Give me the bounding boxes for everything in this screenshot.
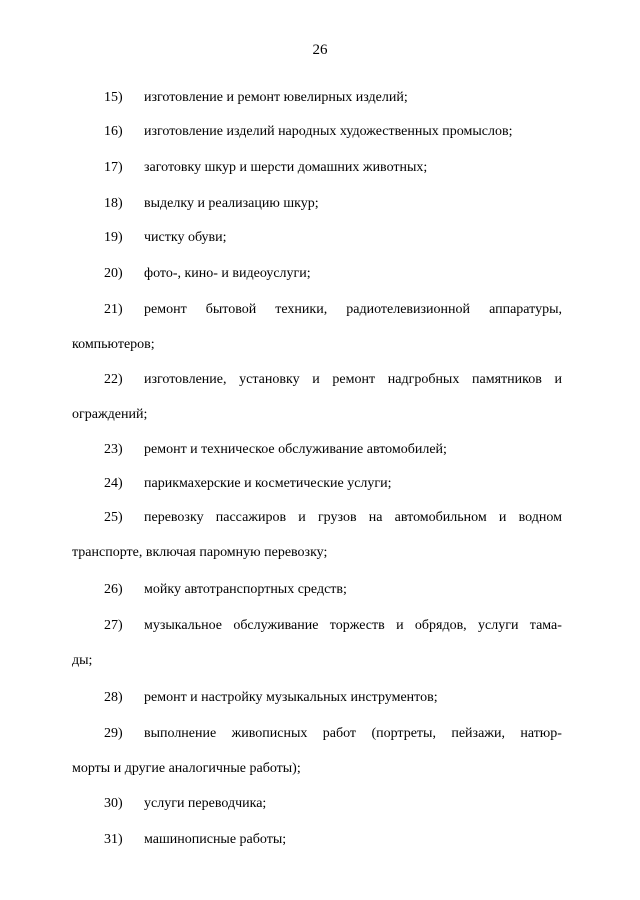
list-item-number: 24) xyxy=(104,476,123,491)
list-item-text xyxy=(144,716,562,751)
list-item-word: памятников xyxy=(472,372,542,387)
list-item xyxy=(72,716,562,786)
list-item-text: изготовление и ремонт ювелирных изделий; xyxy=(144,90,408,105)
list-item-text: выделку и реализацию шкур; xyxy=(144,196,319,211)
list-item-text: машинописные работы; xyxy=(144,832,287,847)
list-item-word: на xyxy=(368,510,383,525)
list-item-continuation: транспорте, включая паромную перевозку; xyxy=(72,545,328,560)
list-item-word: автомобильном xyxy=(394,510,487,525)
list-item xyxy=(72,432,562,467)
list-item-word: работ xyxy=(322,726,357,741)
list-item-word: и xyxy=(298,510,306,525)
list-item-word: изготовление, xyxy=(144,372,227,387)
list-item xyxy=(72,220,562,255)
list-item-word: (портреты, xyxy=(371,726,436,741)
list-item xyxy=(72,186,562,221)
page-number: 26 xyxy=(312,42,328,58)
list-item-text: мойку автотранспортных средств; xyxy=(144,582,347,597)
list-item-text: ремонт и настройку музыкальных инструментов; xyxy=(144,690,438,705)
list-item-number: 31) xyxy=(104,832,123,847)
list-item-word: услуги xyxy=(478,618,519,633)
list-item-text: фото-, кино- и видеоуслуги; xyxy=(144,266,311,281)
list-item-text: чистку обуви; xyxy=(144,230,227,245)
list-item-word: установку xyxy=(239,372,300,387)
list-item-word: и xyxy=(396,618,404,633)
list-item xyxy=(72,292,562,362)
list-item-word: музыкальное xyxy=(144,618,222,633)
list-item-word: выполнение xyxy=(144,726,217,741)
list-item-number: 16) xyxy=(104,124,123,139)
list-item-word: бытовой xyxy=(205,302,257,317)
list-item-word: пейзажи, xyxy=(451,726,505,741)
list-item-word: ремонт xyxy=(144,302,187,317)
list-item xyxy=(72,786,562,821)
list-item-text: парикмахерские и косметические услуги; xyxy=(144,476,392,491)
list-item xyxy=(72,572,562,607)
list-item-word: радиотелевизионной xyxy=(346,302,471,317)
list-item-word: натюр- xyxy=(520,726,562,741)
list-item xyxy=(72,680,562,715)
list-item-word: техники, xyxy=(275,302,328,317)
list-item xyxy=(72,256,562,291)
list-item-text xyxy=(144,362,562,397)
list-item-number: 15) xyxy=(104,90,123,105)
list-item-word: перевозку xyxy=(144,510,204,525)
list-item-number: 20) xyxy=(104,266,123,281)
list-item xyxy=(72,150,562,185)
list-item-text: заготовку шкур и шерсти домашних животных; xyxy=(144,160,428,175)
list-item-continuation: ограждений; xyxy=(72,407,148,422)
list-item xyxy=(72,362,562,432)
list-item-text xyxy=(144,608,562,643)
list-item-word: обрядов, xyxy=(414,618,467,633)
list-item-number: 23) xyxy=(104,442,123,457)
list-item-number: 25) xyxy=(104,510,123,525)
list-item-number: 29) xyxy=(104,726,123,741)
list-item-text: услуги переводчика; xyxy=(144,796,267,811)
list-item-word: обслуживание xyxy=(233,618,319,633)
list-item-continuation: морты и другие аналогичные работы); xyxy=(72,761,301,776)
list-item xyxy=(72,608,562,678)
list-item-word: водном xyxy=(518,510,562,525)
list-item-word: грузов xyxy=(317,510,357,525)
list-item-number: 27) xyxy=(104,618,123,633)
list-item-continuation: компьютеров; xyxy=(72,337,155,352)
list-item xyxy=(72,466,562,501)
list-item xyxy=(72,114,562,149)
list-item-word: аппаратуры, xyxy=(489,302,562,317)
list-item-number: 17) xyxy=(104,160,123,175)
list-item-word: и xyxy=(554,372,562,387)
list-item-number: 30) xyxy=(104,796,123,811)
list-item-word: живописных xyxy=(231,726,308,741)
list-item-text: изготовление изделий народных художественных промыслов; xyxy=(144,124,513,139)
list-item-text: ремонт и техническое обслуживание автомобилей; xyxy=(144,442,447,457)
list-item-text xyxy=(144,500,562,535)
list-item-number: 22) xyxy=(104,372,123,387)
list-item-number: 18) xyxy=(104,196,123,211)
list-item-word: и xyxy=(498,510,507,525)
list-item-continuation: ды; xyxy=(72,653,93,668)
list-item-word: и xyxy=(312,372,320,387)
list-item-word: пассажиров xyxy=(215,510,287,525)
list-item-word: тама- xyxy=(529,618,562,633)
list-item xyxy=(72,822,562,857)
list-item-number: 28) xyxy=(104,690,123,705)
list-item-word: ремонт xyxy=(332,372,376,387)
list-item xyxy=(72,500,562,570)
list-item xyxy=(72,80,562,115)
list-item-number: 26) xyxy=(104,582,123,597)
list-item-word: торжеств xyxy=(329,618,385,633)
list-item-word: надгробных xyxy=(387,372,460,387)
list-item-number: 19) xyxy=(104,230,123,245)
list-item-number: 21) xyxy=(104,302,123,317)
list-item-text xyxy=(144,292,562,327)
